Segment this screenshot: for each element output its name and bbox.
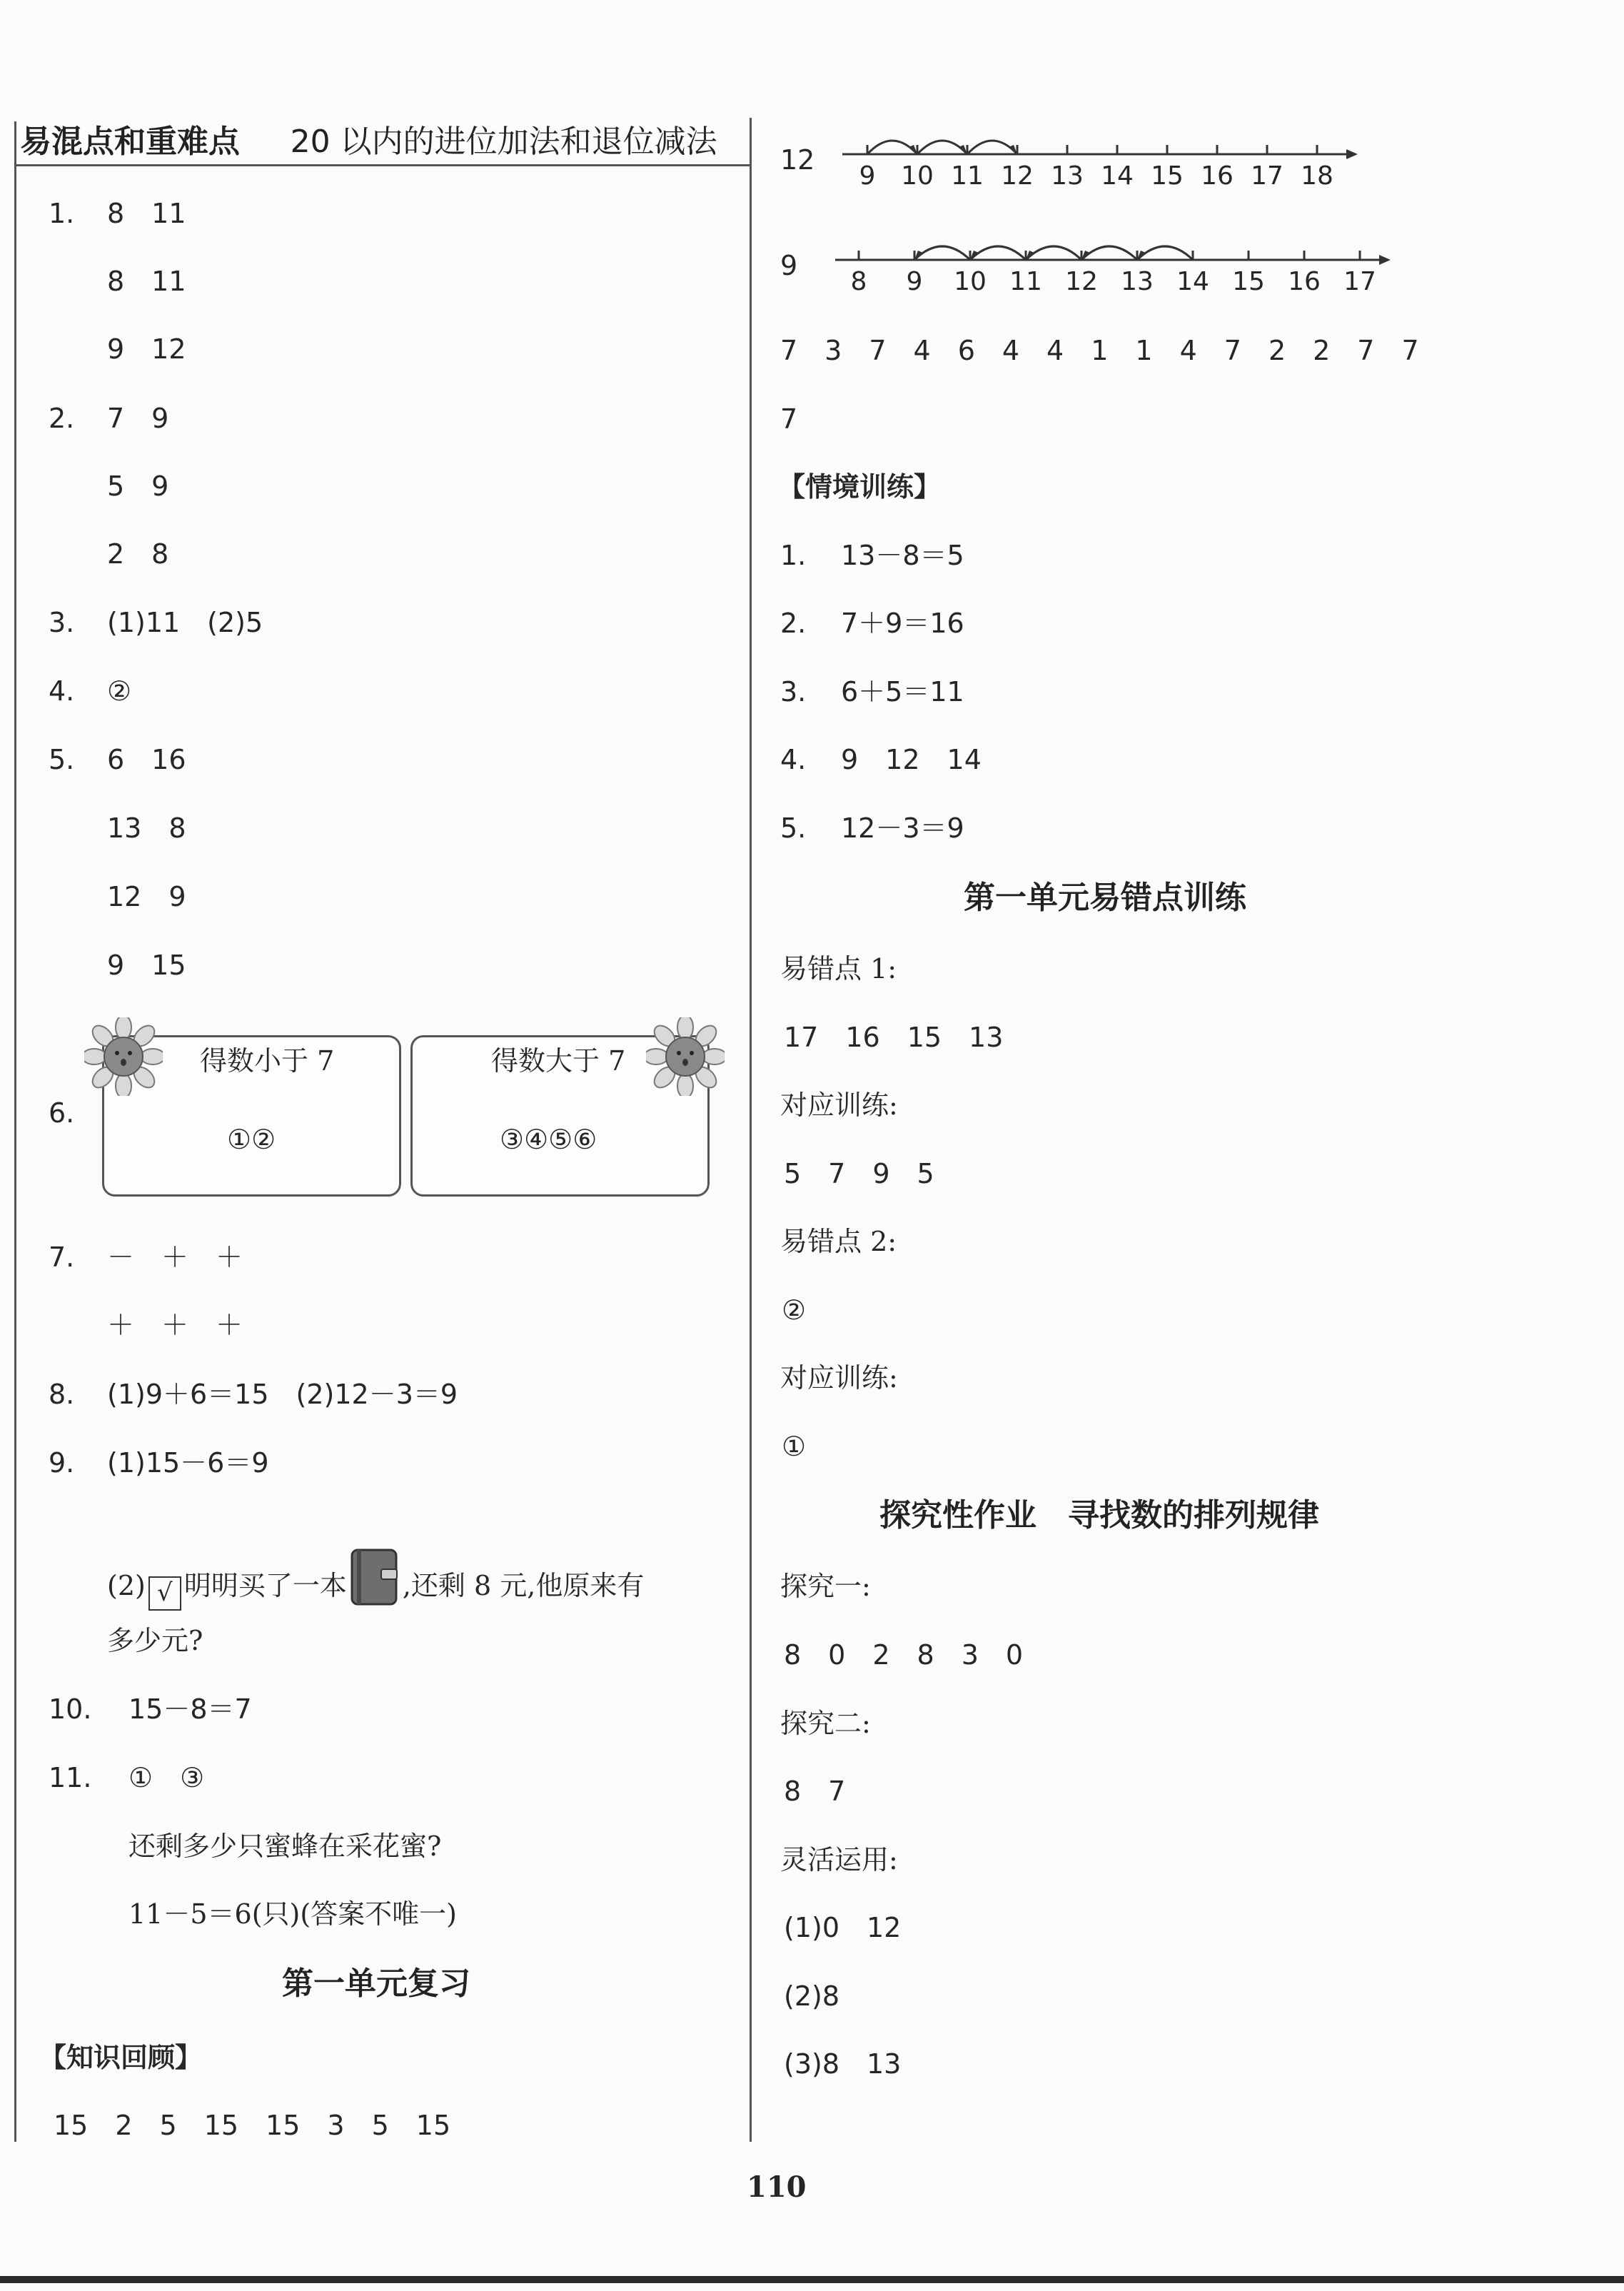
digits-row: 7 3 7 4 6 4 4 1 1 4 7 2 2 7 7: [780, 335, 1419, 366]
review-title: 第一单元复习: [282, 1965, 470, 2002]
numberline2-tick-label: 8: [850, 267, 867, 296]
q2-row: 7 9: [107, 403, 169, 434]
numberline1-tick-label: 10: [901, 161, 934, 191]
situation-num: 3.: [780, 676, 807, 708]
explore1-label: 探究一:: [780, 1571, 871, 1602]
q9-line1: (1)15－6＝9: [107, 1447, 269, 1479]
q8-answer: (1)9＋6＝15 (2)12－3＝9: [107, 1379, 458, 1410]
numberline2-tick-label: 9: [906, 267, 923, 296]
numberline1-tick-label: 9: [859, 161, 876, 191]
numberline2-label: 9: [780, 250, 798, 281]
q9-num: 9.: [49, 1447, 75, 1479]
explore2-label: 探究二:: [780, 1708, 871, 1739]
q9-part-label: (2): [107, 1570, 146, 1601]
q6-num: 6.: [49, 1097, 75, 1129]
q5-row: 13 8: [107, 812, 186, 844]
practice2-answer: ①: [782, 1431, 807, 1462]
q3-answer: (1)11 (2)5: [107, 607, 263, 638]
bottom-edge: [0, 2276, 1624, 2283]
flexible-label: 灵活运用:: [780, 1844, 898, 1875]
q2-row: 2 8: [107, 538, 169, 570]
section-title-sub: 20 以内的进位加法和退位减法: [290, 124, 717, 160]
situation-num: 1.: [780, 540, 807, 571]
numberline2-tick-label: 14: [1176, 267, 1209, 296]
situation-answer: 12－3＝9: [841, 812, 964, 844]
numberline1: [835, 121, 1363, 200]
unit-error-title: 第一单元易错点训练: [964, 880, 1246, 916]
numberline1-tick-label: 14: [1101, 161, 1134, 191]
numberline2-tick-label: 13: [1121, 267, 1154, 296]
q7-num: 7.: [49, 1242, 75, 1273]
page-number: 110: [747, 2170, 807, 2204]
notebook-icon: [350, 1548, 400, 1608]
numberline1-tick-label: 16: [1201, 161, 1234, 191]
numberline2-tick-label: 17: [1343, 267, 1376, 296]
box1-value: ①②: [227, 1124, 276, 1155]
flexible-answer: (2)8: [784, 1980, 840, 2012]
explore1-answer: 8 0 2 8 3 0: [784, 1639, 1024, 1671]
check-box: √: [148, 1576, 181, 1611]
knowledge-row: 15 2 5 15 15 3 5 15: [54, 2110, 451, 2141]
q9-text-b: ,还剩 8 元,他原来有: [402, 1570, 645, 1601]
situation-num: 5.: [780, 812, 807, 844]
numberline1-tick-label: 13: [1051, 161, 1084, 191]
q11-question: 还剩多少只蜜蜂在采花蜜?: [128, 1831, 442, 1862]
situation-label: 【情境训练】: [778, 471, 942, 503]
section-title: [20, 123, 717, 161]
digits-row-2: 7: [780, 403, 798, 435]
box1-title: 得数小于 7: [200, 1045, 335, 1077]
box2-value: ③④⑤⑥: [500, 1124, 597, 1155]
error1-answer: 17 16 15 13: [784, 1022, 1004, 1053]
q11-answer: ① ③: [128, 1762, 205, 1793]
error1-label: 易错点 1:: [780, 953, 897, 985]
q1-row: 9 12: [107, 333, 186, 365]
q2-num: 2.: [49, 403, 75, 434]
q4-num: 4.: [49, 675, 75, 707]
q11-equation: 11－5＝6(只)(答案不唯一): [128, 1898, 458, 1930]
q9-line2: [107, 1548, 644, 1611]
header-underline: [14, 164, 751, 166]
numberline2-tick-label: 16: [1288, 267, 1321, 296]
q9-line3: 多少元?: [107, 1625, 203, 1656]
numberline1-tick-label: 12: [1001, 161, 1034, 191]
q8-num: 8.: [49, 1379, 75, 1410]
error2-label: 易错点 2:: [780, 1226, 897, 1257]
q1-row: 8 11: [107, 198, 186, 229]
numberline1-tick-label: 18: [1301, 161, 1333, 191]
q5-row: 9 15: [107, 950, 186, 981]
situation-answer: 6＋5＝11: [841, 676, 964, 708]
flexible-answer: (1)0 12: [784, 1912, 902, 1943]
practice1-answer: 5 7 9 5: [784, 1158, 934, 1189]
q1-num: 1.: [49, 198, 75, 229]
left-border: [14, 121, 16, 2142]
numberline1-tick-label: 17: [1251, 161, 1283, 191]
situation-num: 2.: [780, 608, 807, 639]
q11-num: 11.: [49, 1762, 92, 1793]
q7-row: ＋ ＋ ＋: [107, 1309, 243, 1341]
q2-row: 5 9: [107, 470, 169, 502]
numberline2: [828, 227, 1399, 306]
situation-answer: 7＋9＝16: [841, 608, 964, 639]
situation-num: 4.: [780, 744, 807, 775]
box2-title: 得数大于 7: [491, 1045, 626, 1077]
situation-answer: 9 12 14: [841, 744, 982, 775]
numberline2-tick-label: 15: [1232, 267, 1265, 296]
error2-answer: ②: [782, 1294, 807, 1326]
q5-row: 12 9: [107, 881, 186, 912]
q3-num: 3.: [49, 607, 75, 638]
column-divider: [750, 118, 752, 2142]
knowledge-label: 【知识回顾】: [39, 2042, 203, 2073]
numberline2-tick-label: 12: [1065, 267, 1098, 296]
q5-row: 6 16: [107, 744, 186, 775]
explore-title: 探究性作业 寻找数的排列规律: [879, 1497, 1319, 1534]
sunflower-icon: [84, 1017, 163, 1096]
section-title-main: 易混点和重难点: [20, 124, 240, 160]
q7-row: － ＋ ＋: [107, 1242, 243, 1273]
numberline1-tick-label: 15: [1151, 161, 1184, 191]
flexible-answer: (3)8 13: [784, 2048, 902, 2080]
sunflower-icon: [646, 1017, 725, 1096]
practice1-label: 对应训练:: [780, 1089, 898, 1121]
q9-text-a: 明明买了一本: [183, 1570, 347, 1601]
situation-answer: 13－8＝5: [841, 540, 964, 571]
numberline1-tick-label: 11: [951, 161, 984, 191]
q10-answer: 15－8＝7: [128, 1693, 252, 1725]
q5-num: 5.: [49, 744, 75, 775]
q10-num: 10.: [49, 1693, 92, 1725]
numberline2-tick-label: 10: [954, 267, 987, 296]
q1-row: 8 11: [107, 266, 186, 297]
numberline2-tick-label: 11: [1009, 267, 1042, 296]
explore2-answer: 8 7: [784, 1776, 846, 1807]
numberline1-label: 12: [780, 144, 815, 176]
q4-answer: ②: [107, 675, 132, 707]
practice2-label: 对应训练:: [780, 1362, 898, 1394]
